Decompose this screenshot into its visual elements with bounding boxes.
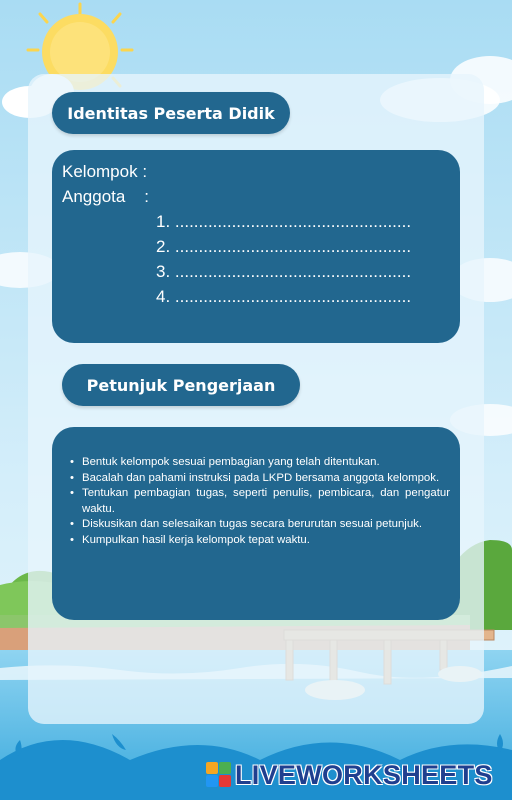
instruction-list <box>68 455 450 548</box>
list-item: • Kumpulkan hasil kerja kelompok tepat waktu. <box>68 533 450 549</box>
list-item: • Bacalah dan pahami instruksi pada LKPD bersama anggota kelompok. <box>68 471 450 487</box>
list-item: • Tentukan pembagian tugas, seperti penulis, pembicara, dan pengatur waktu. <box>68 486 450 517</box>
brand-name: LIVEWORKSHEETS <box>235 759 493 790</box>
list-item: • Bentuk kelompok sesuai pembagian yang telah ditentukan. <box>68 455 450 471</box>
member-line: 1. .................................................. <box>156 212 412 231</box>
identitas-title: Identitas Peserta Didik <box>67 103 275 123</box>
member-line: 4. .................................................. <box>156 287 412 306</box>
member-line: 3. .................................................. <box>156 262 412 281</box>
petunjuk-card <box>52 427 460 620</box>
live-logo-icon <box>206 762 232 788</box>
section-title-petunjuk <box>62 364 300 406</box>
liveworksheets-logo[interactable] <box>206 760 506 790</box>
list-item: • Diskusikan dan selesaikan tugas secara berurutan sesuai petunjuk. <box>68 517 450 533</box>
anggota-label: Anggota : <box>62 187 149 206</box>
section-title-identitas <box>52 92 290 134</box>
kelompok-label: Kelompok : <box>62 162 148 181</box>
petunjuk-title: Petunjuk Pengerjaan <box>86 375 276 395</box>
member-line: 2. .................................................. <box>156 237 412 256</box>
identitas-card <box>52 150 460 343</box>
